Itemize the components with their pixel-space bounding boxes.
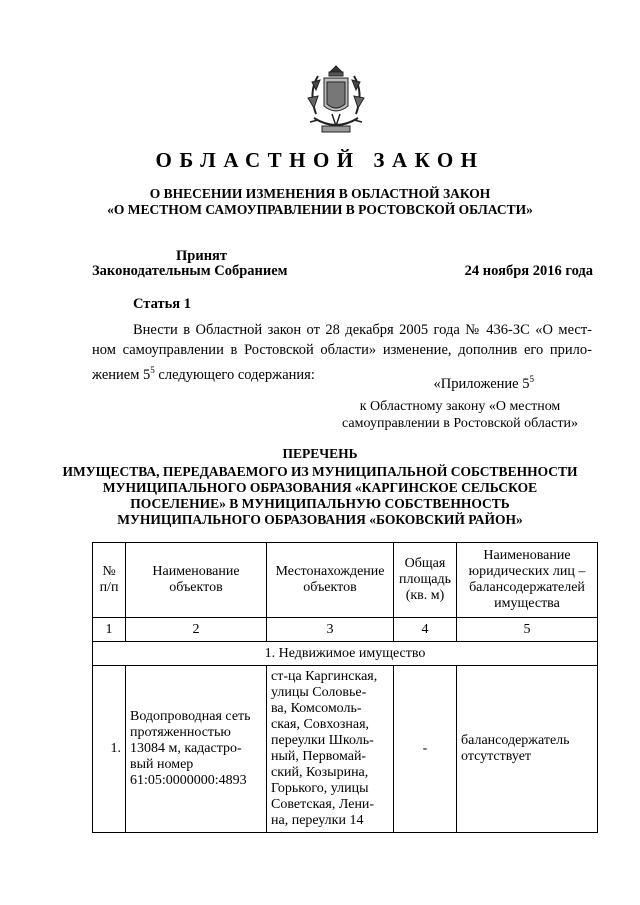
- header-no: № п/п: [93, 543, 126, 618]
- table-section-row: [93, 642, 598, 666]
- subtitle-line-1: О ВНЕСЕНИИ ИЗМЕНЕНИЯ В ОБЛАСТНОЙ ЗАКОН: [149, 186, 491, 201]
- col-number-3: 3: [267, 618, 394, 642]
- appendix-line-1: к Областному закону «О местном: [359, 399, 561, 414]
- appendix-subtitle: [320, 398, 600, 432]
- header-area: Общая площадь (кв. м): [394, 543, 457, 618]
- row-no: 1.: [93, 666, 126, 833]
- col-number-1: 1: [93, 618, 126, 642]
- list-line-4: МУНИЦИПАЛЬНОГО ОБРАЗОВАНИЯ «БОКОВСКИЙ РАЙОН»: [117, 512, 523, 527]
- row-location: ст-ца Каргинская, улицы Соловье- ва, Комсомоль- ская, Совхозная, переулки Школь- ный, Первомай- ский, Козырина, Горького, улицы Советская, Лени- на, переулки 14: [267, 666, 394, 833]
- list-title: ПЕРЕЧЕНЬ: [282, 446, 358, 461]
- adoption-date: 24 ноября 2016 года: [464, 263, 593, 279]
- article-line-3-sup: 5: [150, 365, 155, 375]
- adopted-label: Принят: [176, 248, 228, 264]
- section-title: 1. Недвижимое имущество: [93, 642, 598, 666]
- list-line-1: ИМУЩЕСТВА, ПЕРЕДАВАЕМОГО ИЗ МУНИЦИПАЛЬНОЙ СОБСТВЕННОСТИ: [62, 464, 578, 479]
- list-subtitle: [0, 464, 640, 528]
- law-title: ОБЛАСТНОЙ ЗАКОН: [155, 148, 485, 172]
- table-header-row: [93, 543, 598, 618]
- article-title: Статья 1: [133, 296, 191, 312]
- header-holders: Наименование юридических лиц – балансодержателей имущества: [457, 543, 598, 618]
- appendix-title-text: «Приложение 5: [433, 375, 530, 392]
- row-name: Водопроводная сеть протяженностью 13084 м, кадастро- вый номер 61:05:0000000:4893: [126, 666, 267, 833]
- table-number-row: [93, 618, 598, 642]
- article-line-3-b: следующего содержания:: [154, 366, 315, 383]
- appendix-title: [434, 374, 534, 393]
- row-area: -: [394, 666, 457, 833]
- subtitle-line-2: «О МЕСТНОМ САМОУПРАВЛЕНИИ В РОСТОВСКОЙ ОБЛАСТИ»: [107, 202, 533, 217]
- row-holders: балансодержатель отсутствует: [457, 666, 598, 833]
- header-location: Местонахождение объектов: [267, 543, 394, 618]
- col-number-5: 5: [457, 618, 598, 642]
- assembly-label: Законодательным Собранием: [92, 263, 288, 279]
- law-subtitle: [0, 186, 640, 218]
- coat-of-arms-icon: [296, 62, 376, 138]
- col-number-4: 4: [394, 618, 457, 642]
- article-line-1: Внести в Областной закон от 28 декабря 2005 года № 436-ЗС «О мест-: [133, 322, 592, 338]
- col-number-2: 2: [126, 618, 267, 642]
- table-row: [93, 666, 598, 833]
- appendix-title-sup: 5: [529, 374, 534, 384]
- list-line-2: МУНИЦИПАЛЬНОГО ОБРАЗОВАНИЯ «КАРГИНСКОЕ СЕЛЬСКОЕ: [102, 480, 538, 495]
- article-line-2: ном самоуправлении в Ростовской области» изменение, дополнив его прило-: [92, 342, 592, 358]
- property-table: [92, 542, 598, 833]
- article-line-3-a: жением 5: [92, 366, 151, 383]
- header-name: Наименование объектов: [126, 543, 267, 618]
- list-line-3: ПОСЕЛЕНИЕ» В МУНИЦИПАЛЬНУЮ СОБСТВЕННОСТЬ: [130, 496, 510, 511]
- appendix-line-2: самоуправлении в Ростовской области»: [342, 416, 578, 431]
